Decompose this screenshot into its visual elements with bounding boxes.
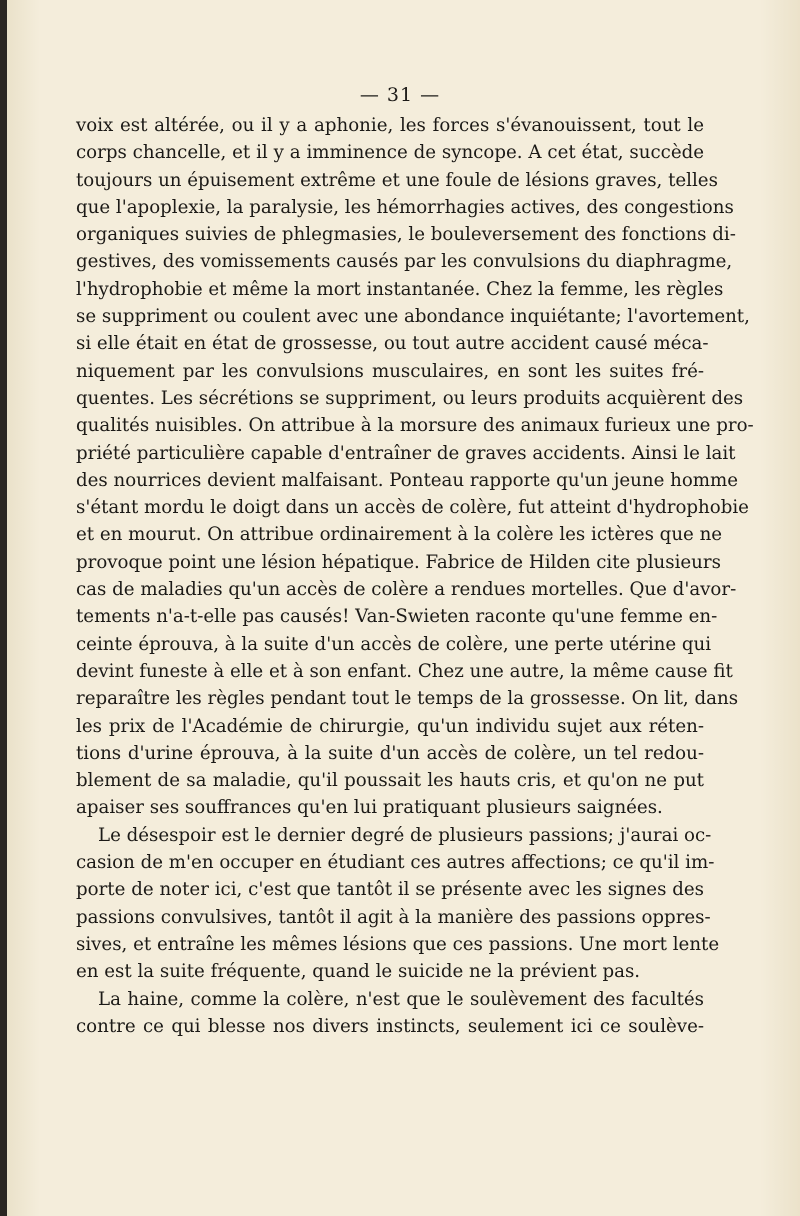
text-line: l'hydrophobie et même la mort instantanée. Chez la femme, les règles xyxy=(76,278,724,300)
text-line: apaiser ses souffrances qu'en lui pratiquant plusieurs saignées. xyxy=(76,797,663,819)
text-line: priété particulière capable d'entraîner de graves accidents. Ainsi le lait xyxy=(76,442,736,464)
text-line: tions d'urine éprouva, à la suite d'un accès de colère, un tel redou- xyxy=(76,742,704,764)
text-line: toujours un épuisement extrême et une foule de lésions graves, telles xyxy=(76,169,718,191)
text-line: devint funeste à elle et à son enfant. Chez une autre, la même cause fit xyxy=(76,660,733,682)
text-line: sives, et entraîne les mêmes lésions que ces passions. Une mort lente xyxy=(76,933,720,955)
text-line: provoque point une lésion hépatique. Fabrice de Hilden cite plusieurs xyxy=(76,551,721,573)
text-line: porte de noter ici, c'est que tantôt il se présente avec les signes des xyxy=(76,879,704,901)
text-line: passions convulsives, tantôt il agit à la manière des passions oppres- xyxy=(76,906,711,928)
page-binding-edge xyxy=(0,0,7,1216)
text-line: et en mourut. On attribue ordinairement à la colère les ictères que ne xyxy=(76,524,723,546)
text-line: tements n'a-t-elle pas causés! Van-Swieten raconte qu'une femme en- xyxy=(76,606,718,628)
text-line: en est la suite fréquente, quand le suicide ne la prévient pas. xyxy=(76,961,641,983)
text-line: voix est altérée, ou il y a aphonie, les forces s'évanouissent, tout le xyxy=(76,115,704,136)
text-line: que l'apoplexie, la paralysie, les hémorrhagies actives, des congestions xyxy=(76,196,734,218)
text-line: cas de maladies qu'un accès de colère a rendues mortelles. Que d'avor- xyxy=(76,579,737,601)
text-line: corps chancelle, et il y a imminence de syncope. A cet état, succède xyxy=(76,142,704,164)
text-line: La haine, comme la colère, n'est que le soulèvement des facultés xyxy=(98,988,704,1010)
text-line: reparaître les règles pendant tout le temps de la grossesse. On lit, dans xyxy=(76,688,739,710)
text-line: qualités nuisibles. On attribue à la morsure des animaux furieux une pro- xyxy=(76,415,754,437)
text-line: ceinte éprouva, à la suite d'un accès de colère, une perte utérine qui xyxy=(76,633,712,655)
text-line: contre ce qui blesse nos divers instincts, seulement ici ce soulève- xyxy=(76,1015,704,1037)
text-line: des nourrices devient malfaisant. Ponteau rapporte qu'un jeune homme xyxy=(76,469,739,491)
page-number: — 31 — xyxy=(359,84,441,106)
text-line: Le désespoir est le dernier degré de plusieurs passions; j'aurai oc- xyxy=(98,824,712,846)
text-line: gestives, des vomissements causés par les convulsions du diaphragme, xyxy=(76,251,733,273)
text-line: quentes. Les sécrétions se suppriment, ou leurs produits acquièrent des xyxy=(76,387,744,409)
text-line: casion de m'en occuper en étudiant ces autres affections; ce qu'il im- xyxy=(76,852,715,874)
text-line: organiques suivies de phlegmasies, le bouleversement des fonctions di- xyxy=(76,224,736,246)
text-line: les prix de l'Académie de chirurgie, qu'un individu sujet aux réten- xyxy=(76,715,704,737)
text-line: s'étant mordu le doigt dans un accès de colère, fut atteint d'hydrophobie xyxy=(76,497,749,519)
text-line: se suppriment ou coulent avec une abondance inquiétante; l'avortement, xyxy=(76,306,750,328)
text-line: si elle était en état de grossesse, ou tout autre accident causé méca- xyxy=(76,333,709,355)
text-line: niquement par les convulsions musculaires, en sont les suites fré- xyxy=(76,360,704,382)
text-line: blement de sa maladie, qu'il poussait les hauts cris, et qu'on ne put xyxy=(76,770,704,792)
body-text xyxy=(76,112,754,1040)
